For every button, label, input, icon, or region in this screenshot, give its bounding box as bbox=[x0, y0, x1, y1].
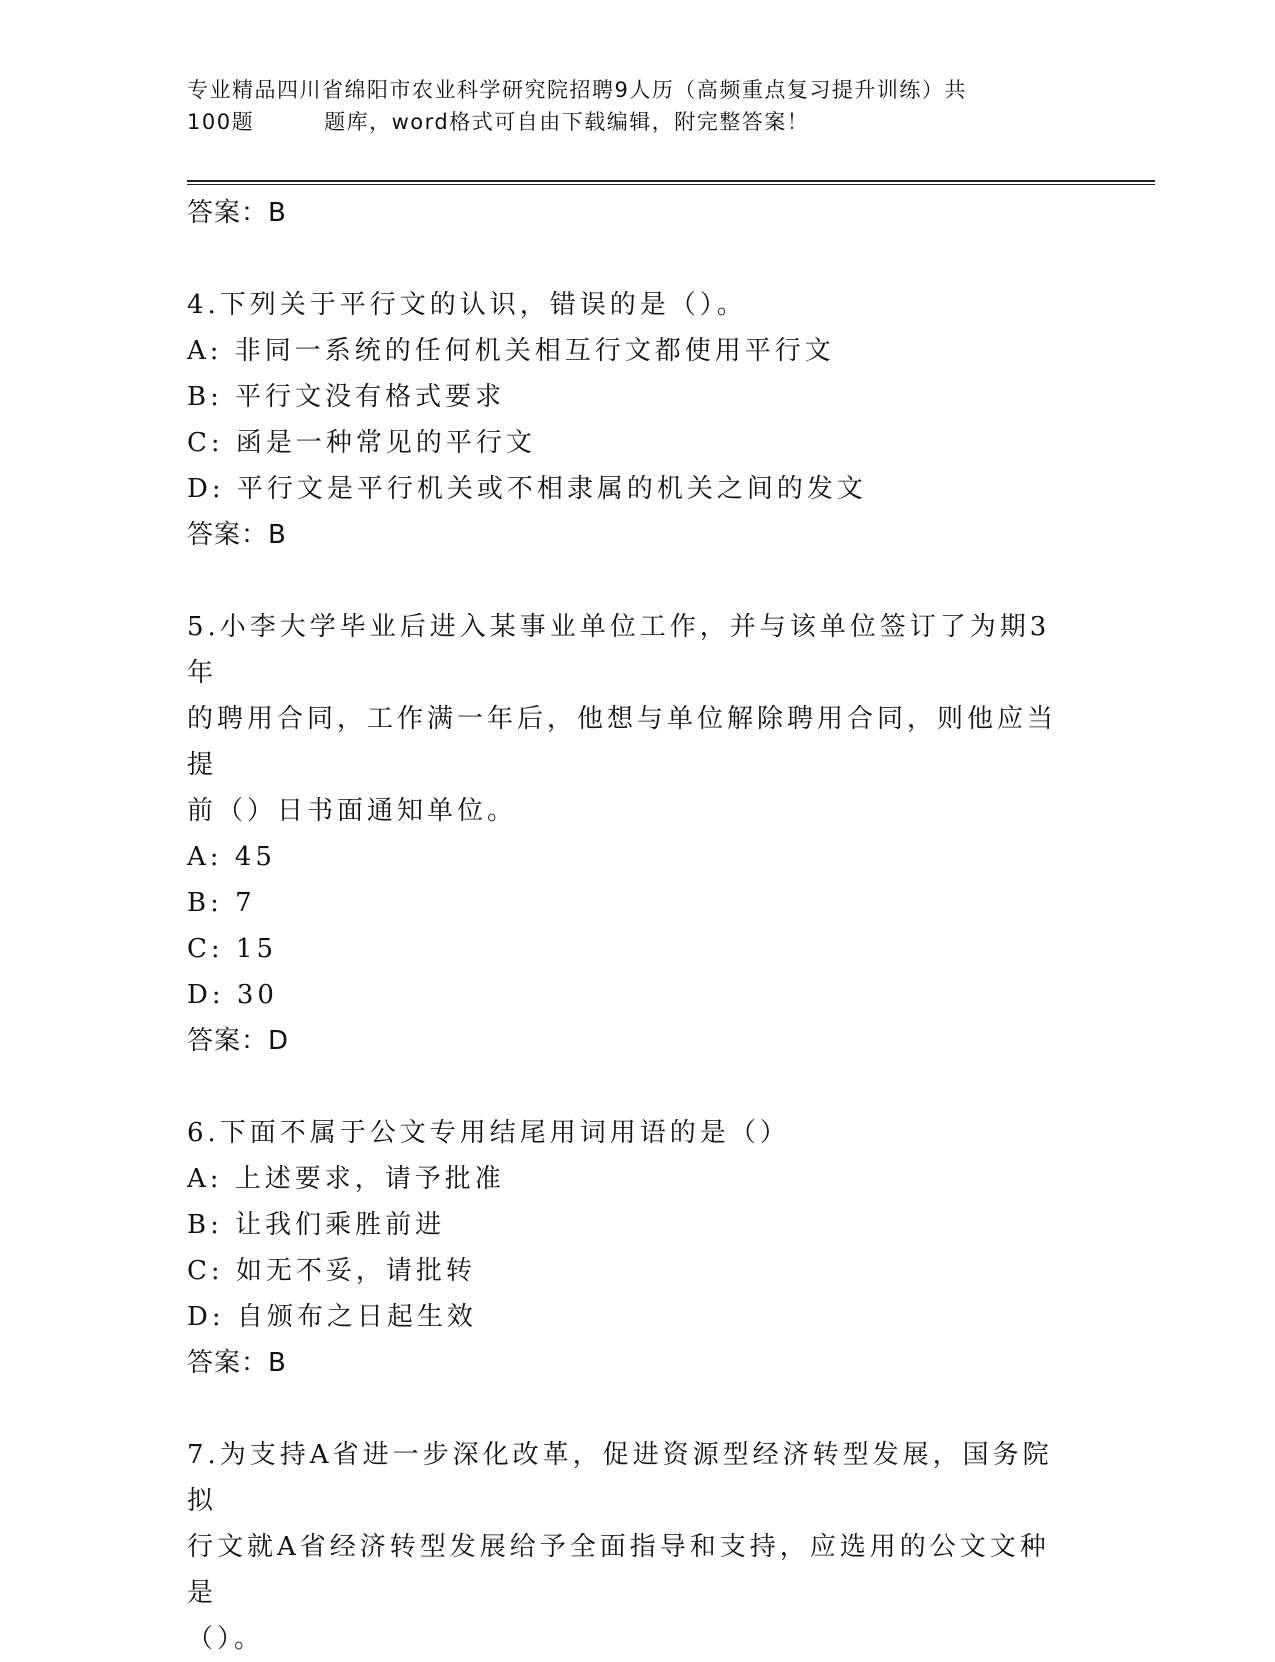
option-b: B: 让我们乘胜前进 bbox=[187, 1210, 446, 1240]
option-b: B: 7 bbox=[187, 888, 256, 918]
option-d: D: 30 bbox=[187, 980, 278, 1010]
question-text-line: 行文就A省经济转型发展给予全面指导和支持，应选用的公文文种是 bbox=[187, 1532, 1050, 1608]
question-text-line: （）。 bbox=[187, 1624, 265, 1654]
question-block bbox=[187, 1110, 1067, 1386]
document-body bbox=[187, 190, 1067, 1662]
header-divider-thin bbox=[187, 184, 1155, 185]
option-a: A: 45 bbox=[187, 842, 276, 872]
answer-line: 答案：B bbox=[187, 1348, 287, 1378]
option-c: C: 函是一种常见的平行文 bbox=[187, 428, 536, 458]
question-text-line: 7.为支持A省进一步深化改革，促进资源型经济转型发展，国务院拟 bbox=[187, 1440, 1053, 1516]
question-text-line: 前（）日书面通知单位。 bbox=[187, 796, 518, 826]
question-text-line: 的聘用合同，工作满一年后，他想与单位解除聘用合同，则他应当提 bbox=[187, 704, 1058, 780]
option-a: A: 非同一系统的任何机关相互行文都使用平行文 bbox=[187, 336, 835, 366]
option-b: B: 平行文没有格式要求 bbox=[187, 382, 506, 412]
option-c: C: 15 bbox=[187, 934, 278, 964]
header-subtitle-line bbox=[187, 106, 1067, 138]
question-text: 6.下面不属于公文专用结尾用词用语的是（） bbox=[187, 1118, 790, 1148]
answer-line: 答案：B bbox=[187, 520, 287, 550]
answer-line: 答案：B bbox=[187, 198, 287, 228]
question-block bbox=[187, 1432, 1067, 1662]
header-question-count: 100题 bbox=[187, 110, 255, 134]
header-description: 题库，word格式可自由下载编辑，附完整答案！ bbox=[324, 110, 810, 134]
option-d: D: 自颁布之日起生效 bbox=[187, 1302, 477, 1332]
document-header bbox=[187, 74, 1067, 138]
question-text: 4.下列关于平行文的认识，错误的是（）。 bbox=[187, 290, 747, 320]
question-text-line: 5.小李大学毕业后进入某事业单位工作，并与该单位签订了为期3年 bbox=[187, 612, 1051, 688]
option-a: A: 上述要求，请予批准 bbox=[187, 1164, 505, 1194]
header-divider-thick bbox=[187, 180, 1155, 182]
option-c: C: 如无不妥，请批转 bbox=[187, 1256, 476, 1286]
header-title-line: 专业精品四川省绵阳市农业科学研究院招聘9人历（高频重点复习提升训练）共 bbox=[187, 78, 967, 102]
answer-line: 答案：D bbox=[187, 1026, 290, 1056]
option-d: D: 平行文是平行机关或不相隶属的机关之间的发文 bbox=[187, 474, 867, 504]
question-block bbox=[187, 604, 1067, 1064]
question-block bbox=[187, 282, 1067, 558]
